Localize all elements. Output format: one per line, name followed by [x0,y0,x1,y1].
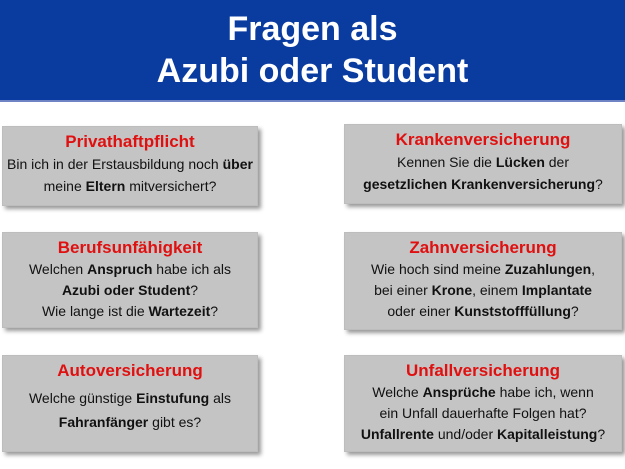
card-text-line: Kennen Sie die Lücken der [397,154,569,170]
card-privathaftpflicht [2,126,258,206]
card-unfallversicherung [344,355,622,452]
card-text-line: Welchen Anspruch habe ich als [28,261,232,277]
card-berufsunfaehigkeit [2,232,258,328]
card-title: Zahnversicherung [409,238,557,257]
card-text-line: Unfallrente und/oder Kapitalleistung? [360,426,606,442]
page-title-line-1: Fragen als [227,10,398,48]
card-text-line: Fahranfänger gibt es? [58,414,202,430]
card-krankenversicherung [344,124,622,204]
card-text-line: Bin ich in der Erstausbildung noch über [7,156,253,172]
card-text-line: ein Unfall dauerhafte Folgen hat? [379,405,587,421]
card-text-line: Wie hoch sind meine Zuzahlungen, [370,261,596,277]
card-title: Privathaftpflicht [65,132,195,151]
card-text-line: Wie lange ist die Wartezeit? [41,303,219,319]
card-text-line: meine Eltern mitversichert? [43,178,217,194]
card-title: Autoversicherung [57,361,203,380]
card-autoversicherung [2,355,258,452]
card-text-line: Azubi oder Student? [61,282,199,298]
card-title: Unfallversicherung [406,361,560,380]
card-text-line: bei einer Krone, einem Implantate [374,282,592,298]
card-title: Berufsunfähigkeit [57,238,203,257]
page-title-line-2: Azubi oder Student [156,52,469,90]
card-text-line: gesetzlichen Krankenversicherung? [363,176,603,192]
title-banner [0,0,625,102]
card-title: Krankenversicherung [395,130,571,149]
card-zahnversicherung [344,232,622,330]
card-text-line: Welche günstige Einstufung als [28,390,232,406]
card-text-line: Welche Ansprüche habe ich, wenn [372,384,594,400]
card-text-line: oder einer Kunststofffüllung? [387,303,579,319]
